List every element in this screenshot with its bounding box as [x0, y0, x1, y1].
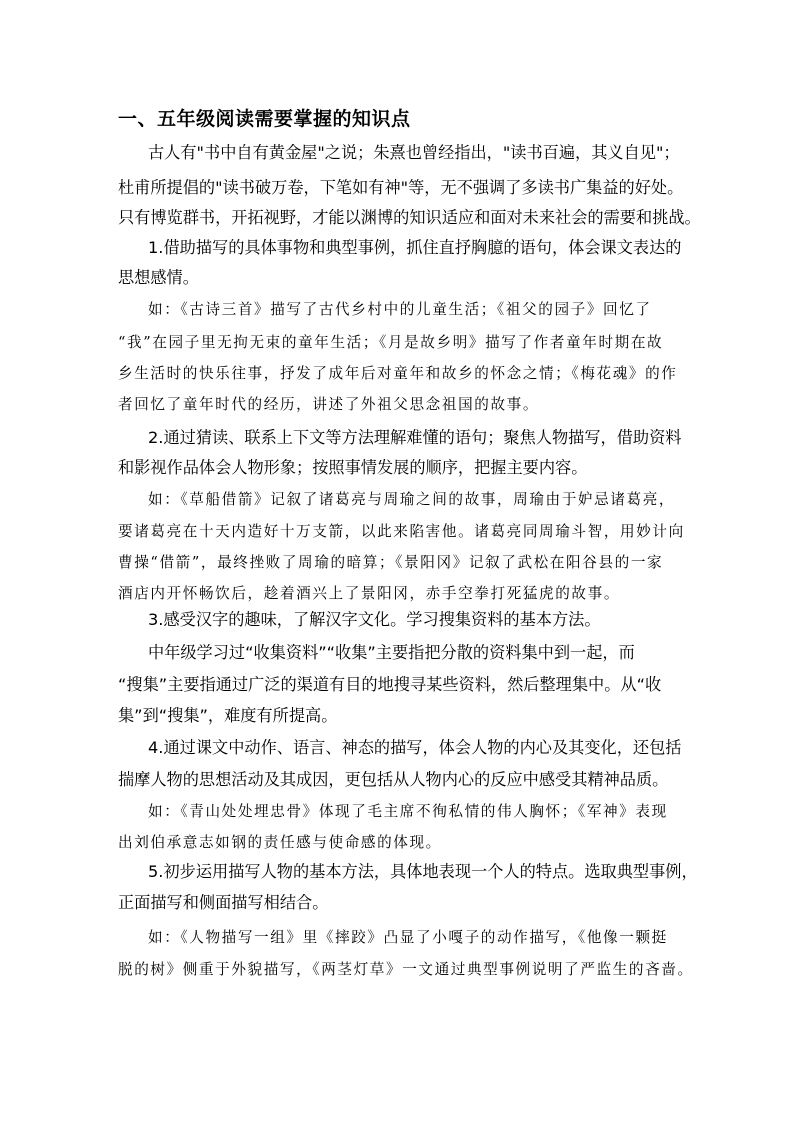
point-3-line-1: 3.感受汉字的趣味，了解汉字文化。学习搜集资料的基本方法。	[148, 610, 601, 629]
example-1-line-2: “我”在园子里无拘无束的童年生活；《月是故乡明》描写了作者童年时期在故	[118, 334, 664, 351]
example-4-line-1: 如：《青山处处埋忠骨》体现了毛主席不徇私情的伟人胸怀；《军神》表现	[148, 803, 668, 820]
point-5-line-1: 5.初步运用描写人物的基本方法，具体地表现一个人的特点。选取典型事例，	[148, 862, 698, 881]
example-2-line-4: 酒店内开怀畅饮后，趁着酒兴上了景阳冈，赤手空拳打死猛虎的故事。	[118, 585, 621, 602]
example-1-line-1: 如：《古诗三首》描写了古代乡村中的儿童生活；《祖父的园子》回忆了	[148, 301, 652, 318]
point-4-line-1: 4.通过课文中动作、语言、神态的描写，体会人物的内心及其变化，还包括	[148, 738, 682, 757]
intro-line-1: 古人有"书中自有黄金屋"之说；朱熹也曾经指出，"读书百遍，其义自见"；	[148, 143, 680, 162]
point-5-line-2: 正面描写和侧面描写相结合。	[118, 893, 329, 912]
point-2-line-2: 和影视作品体会人物形象；按照事情发展的顺序，把握主要内容。	[118, 458, 588, 477]
example-5-line-1: 如：《人物描写一组》里《摔跤》凸显了小嘎子的动作描写，《他像一颗挺	[148, 929, 668, 946]
example-1-line-4: 者回忆了童年时代的经历，讲述了外祖父思念祖国的故事。	[118, 396, 540, 413]
example-3-line-2: “搜集”主要指通过广泛的渠道有目的地搜寻某些资料，然后整理集中。从“收	[118, 675, 662, 694]
example-3-line-3: 集”到“搜集”，难度有所提高。	[118, 706, 338, 725]
point-2-line-1: 2.通过猜读、联系上下文等方法理解难懂的语句；聚焦人物描写，借助资料	[148, 428, 682, 447]
example-3-line-1: 中年级学习过“收集资料”“收集”主要指把分散的资料集中到一起，而	[148, 643, 635, 662]
example-2-line-1: 如：《草船借箭》记叙了诸葛亮与周瑜之间的故事，周瑜由于妒忌诸葛亮，	[148, 491, 676, 508]
example-1-line-3: 乡生活时的快乐往事，抒发了成年后对童年和故乡的怀念之情；《梅花魂》的作	[118, 365, 678, 382]
intro-line-2: 杜甫所提倡的"读书破万卷，下笔如有神"等，无不强调了多读书广集益的好处。	[118, 178, 684, 197]
point-4-line-2: 揣摩人物的思想活动及其成因，更包括从人物内心的反应中感受其精神品质。	[118, 770, 669, 789]
example-4-line-2: 出刘伯承意志如钢的责任感与使命感的体现。	[118, 834, 442, 851]
intro-line-3: 只有博览群书，开拓视野，才能以渊博的知识适应和面对未来社会的需要和挑战。	[118, 208, 701, 227]
section-heading: 一、五年级阅读需要掌握的知识点	[118, 108, 411, 130]
example-5-line-2: 脱的树》侧重于外貌描写，《两茎灯草》一文通过典型事例说明了严监生的吝啬。	[118, 961, 694, 978]
point-1-line-2: 思想感情。	[118, 268, 199, 287]
example-2-line-2: 要诸葛亮在十天内造好十万支箭，以此来陷害他。诸葛亮同周瑜斗智，用妙计向	[118, 523, 685, 540]
example-2-line-3: 曹操“借箭”，最终挫败了周瑜的暗算；《景阳冈》记叙了武松在阳谷县的一家	[118, 554, 664, 571]
point-1-line-1: 1.借助描写的具体事物和典型事例，抓住直抒胸臆的语句，体会课文表达的	[148, 238, 682, 257]
